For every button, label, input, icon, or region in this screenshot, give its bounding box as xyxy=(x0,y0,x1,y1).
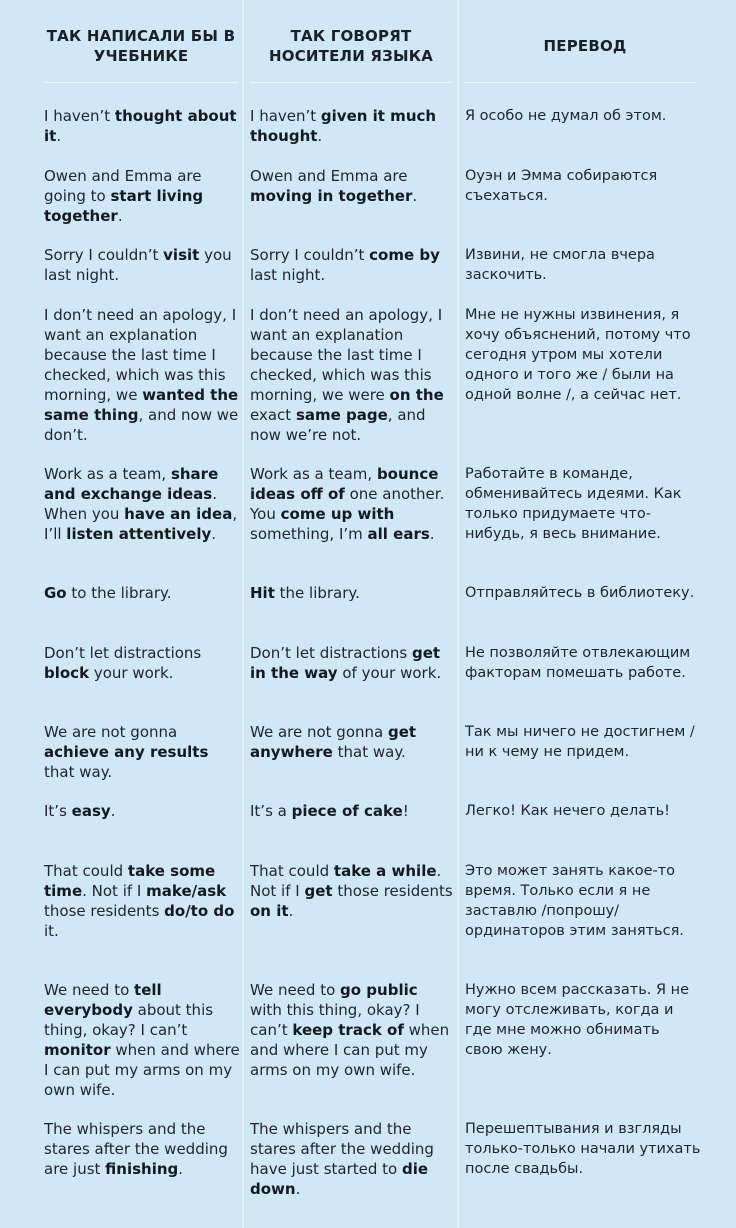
translation-phrase: Я особо не думал об этом. xyxy=(465,108,667,124)
translation-phrase: Это может занять какое-то время. Только если я не заставлю /попрошу/ ординаторов этим заняться. xyxy=(465,863,684,939)
native-phrase: Don’t let distractions get in the way of your work. xyxy=(250,644,442,682)
translation-phrase: Легко! Как нечего делать! xyxy=(465,803,670,819)
textbook-phrase: I haven’t thought about it. xyxy=(44,107,237,145)
textbook-phrase: Don’t let distractions block your work. xyxy=(44,644,202,682)
textbook-phrase: It’s easy. xyxy=(44,802,116,820)
native-phrase: We need to go public with this thing, okay? I can’t keep track of when and where I can put my arms on my own wife. xyxy=(250,981,450,1079)
native-phrase: That could take a while. Not if I get those residents on it. xyxy=(250,862,453,920)
header-rule-3 xyxy=(465,82,695,83)
native-phrase: Sorry I couldn’t come by last night. xyxy=(250,246,440,284)
translation-phrase: Перешептывания и взгляды только-только начали утихать после свадьбы. xyxy=(465,1121,701,1177)
textbook-phrase: I don’t need an apology, I want an explanation because the last time I checked, which was this morning, we wanted the same thing, and now we don’t. xyxy=(44,306,239,444)
native-phrase: I haven’t given it much thought. xyxy=(250,107,437,145)
header-native-speakers: ТАК ГОВОРЯТ НОСИТЕЛИ ЯЗЫКА xyxy=(269,27,433,65)
textbook-phrase: Sorry I couldn’t visit you last night. xyxy=(44,246,232,284)
native-phrase: Owen and Emma are moving in together. xyxy=(250,167,418,205)
header-textbook: ТАК НАПИСАЛИ БЫ В УЧЕБНИКЕ xyxy=(46,27,236,65)
translation-phrase: Извини, не смогла вчера заскочить. xyxy=(465,247,655,283)
textbook-phrase: The whispers and the stares after the wedding are just finishing. xyxy=(44,1120,228,1178)
native-phrase: Hit the library. xyxy=(250,584,360,602)
translation-phrase: Отправляйтесь в библиотеку. xyxy=(465,585,695,601)
translation-phrase: Мне не нужны извинения, я хочу объяснений, потому что сегодня утром мы хотели одного и того же / были на одной волне /, а сейчас нет. xyxy=(465,307,691,403)
textbook-phrase: Work as a team, share and exchange ideas. When you have an idea, I’ll listen attentively. xyxy=(44,465,238,543)
translation-phrase: Нужно всем рассказать. Я не могу отслеживать, когда и где мне можно обнимать свою жену. xyxy=(465,982,690,1058)
translation-phrase: Так мы ничего не достигнем / ни к чему не придем. xyxy=(465,724,695,760)
textbook-phrase: That could take some time. Not if I make/ask those residents do/to do it. xyxy=(44,862,235,940)
textbook-phrase: Go to the library. xyxy=(44,584,172,602)
native-phrase: It’s a piece of cake! xyxy=(250,802,409,820)
translation-phrase: Не позволяйте отвлекающим факторам помешать работе. xyxy=(465,645,691,681)
native-phrase: The whispers and the stares after the wedding have just started to die down. xyxy=(250,1120,434,1198)
translation-phrase: Работайте в команде, обменивайтесь идеями. Как только придумаете что-нибудь, я весь внимание. xyxy=(465,466,682,542)
column-divider-2 xyxy=(457,0,459,1228)
column-divider-1 xyxy=(242,0,244,1228)
translation-phrase: Оуэн и Эмма собираются съехаться. xyxy=(465,168,658,204)
textbook-phrase: Owen and Emma are going to start living together. xyxy=(44,167,204,225)
native-phrase: Work as a team, bounce ideas off of one another. You come up with something, I’m all ears. xyxy=(250,465,445,543)
native-phrase: We are not gonna get anywhere that way. xyxy=(250,723,417,761)
native-phrase: I don’t need an apology, I want an explanation because the last time I checked, which was this morning, we were on the exact same page, and now we’re not. xyxy=(250,306,444,444)
textbook-phrase: We are not gonna achieve any results that way. xyxy=(44,723,209,781)
header-rule-2 xyxy=(250,82,452,83)
header-translation: ПЕРЕВОД xyxy=(543,37,627,55)
textbook-phrase: We need to tell everybody about this thing, okay? I can’t monitor when and where I can put my arms on my own wife. xyxy=(44,981,240,1099)
header-rule-1 xyxy=(44,82,238,83)
